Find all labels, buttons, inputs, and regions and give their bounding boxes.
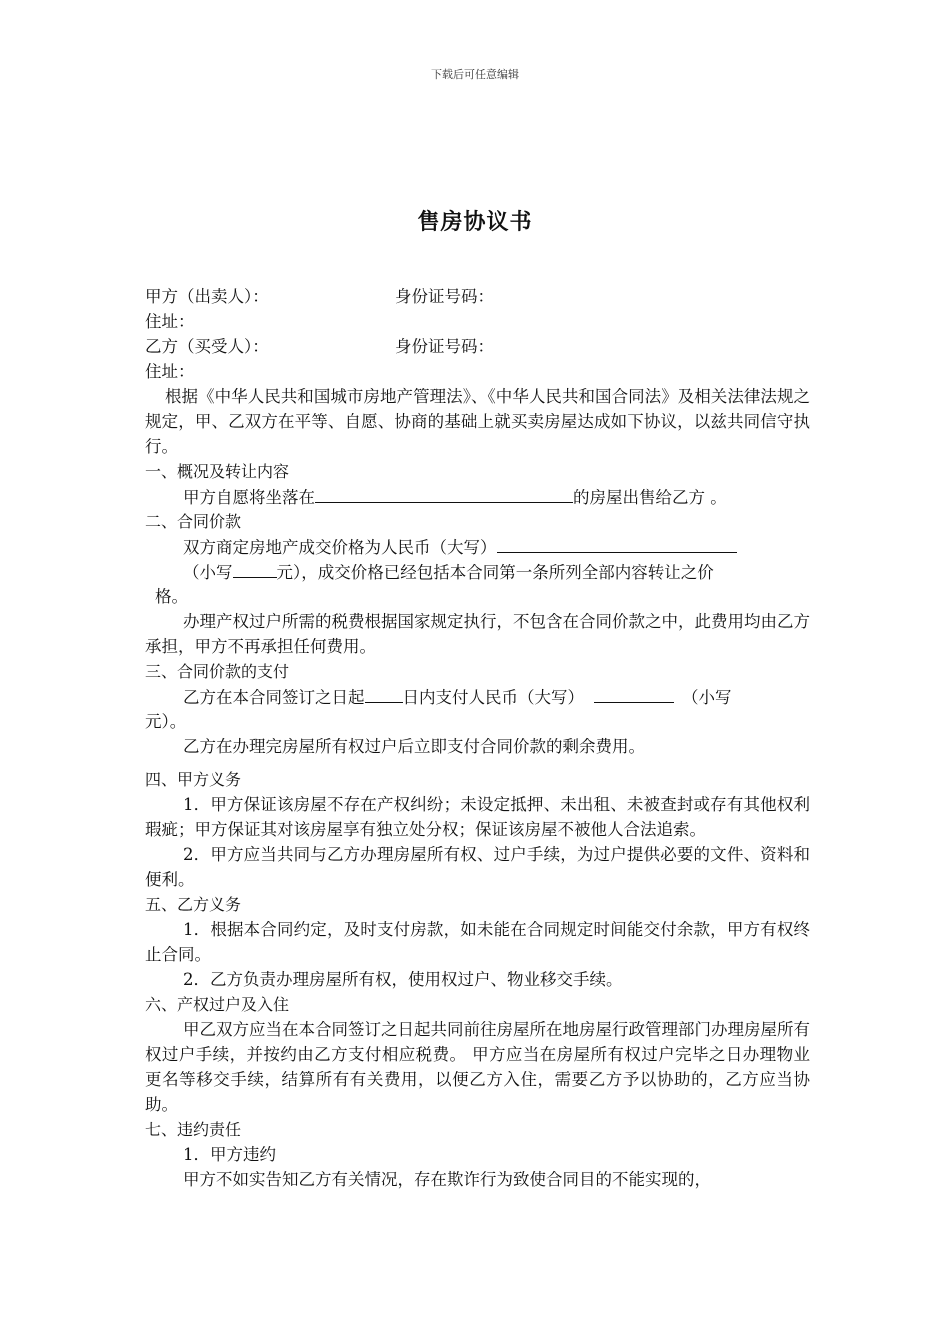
s3-text-c: （小写 [682,688,732,707]
section-3-heading: 三、合同价款的支付 [145,662,290,681]
buyer-address-label: 住址： [145,362,195,381]
document-body [145,284,810,1192]
section-5-item-1: 1．根据本合同约定，及时支付房款，如未能在合同规定时间能交付余款，甲方有权终止合同。 [145,920,810,964]
buyer-label: 乙方（买受人）： [145,337,269,356]
section-5-heading: 五、乙方义务 [145,895,242,914]
preamble: 根据《中华人民共和国城市房地产管理法》、《中华人民共和国合同法》及相关法律法规之规定，甲、乙双方在平等、自愿、协商的基础上就买卖房屋达成如下协议，以兹共同信守执行。 [145,387,810,456]
section-2-small-line [145,559,810,584]
section-2-heading: 二、合同价款 [145,512,242,531]
section-6-heading: 六、产权过户及入住 [145,995,290,1014]
section-3-remainder: 乙方在办理完房屋所有权过户后立即支付合同价款的剩余费用。 [183,737,645,756]
s3-text-a: 乙方在本合同签订之日起 [183,688,365,707]
s2-text-b: （小写 [183,563,233,582]
price-figures-blank[interactable] [233,559,277,578]
seller-id-label: 身份证号码： [395,287,494,306]
s3-text-d: 元）。 [145,712,187,731]
s1-text-b: 的房屋出售给乙方 。 [573,488,727,507]
section-2-price-line [145,534,810,559]
buyer-id-label: 身份证号码： [395,337,494,356]
seller-label: 甲方（出卖人）： [145,287,269,306]
section-2-tax-paragraph: 办理产权过户所需的税费根据国家规定执行，不包含在合同价款之中，此费用均由乙方承担，甲方不再承担任何费用。 [145,612,810,656]
document-title: 售房协议书 [417,210,533,235]
section-2-tail-line [145,584,810,609]
price-words-blank[interactable] [497,534,737,553]
section-4-heading: 四、甲方义务 [145,770,242,789]
seller-address-line [145,309,810,334]
section-5-item-2: 2．乙方负责办理房屋所有权，使用权过户、物业移交手续。 [183,970,623,989]
location-blank[interactable] [315,484,573,503]
buyer-address-line [145,359,810,384]
section-7-heading: 七、违约责任 [145,1120,242,1139]
section-4-item-2: 2．甲方应当共同与乙方办理房屋所有权、过户手续，为过户提供必要的文件、资料和便利。 [145,845,810,889]
section-1-text [145,484,810,509]
days-blank[interactable] [365,684,403,703]
section-4-item-1: 1．甲方保证该房屋不存在产权纠纷；未设定抵押、未出租、未被查封或存有其他权利瑕疵；甲方保证其对该房屋享有独立处分权；保证该房屋不被他人合法追索。 [145,795,810,839]
s1-text-a: 甲方自愿将坐落在 [183,488,315,507]
s3-text-b: 日内支付人民币（大写） [402,688,584,707]
section-3-payment-line [145,684,810,709]
section-1-heading: 一、概况及转让内容 [145,462,290,481]
section-6-paragraph: 甲乙双方应当在本合同签订之日起共同前往房屋所在地房屋行政管理部门办理房屋所有权过户手续，并按约由乙方支付相应税费。 甲方应当在房屋所有权过户完毕之日办理物业更名等移交手续，结算所有有关费用，以便乙方入住，需要乙方予以协助的，乙方应当协助。 [145,1020,810,1114]
s2-text-d: 格。 [155,587,188,606]
header-note: 下载后可任意编辑 [431,68,519,81]
s2-text-c: 元），成交价格已经包括本合同第一条所列全部内容转让之价 [276,563,714,582]
section-7-paragraph: 甲方不如实告知乙方有关情况，存在欺诈行为致使合同目的不能实现的， [183,1170,711,1189]
buyer-line [145,334,810,359]
seller-line [145,284,810,309]
section-3-tail-line [145,709,810,734]
s2-text-a: 双方商定房地产成交价格为人民币（大写） [183,538,497,557]
seller-address-label: 住址： [145,312,195,331]
payment-words-blank[interactable] [594,684,674,703]
section-7-sub-1: 1．甲方违约 [183,1145,276,1164]
